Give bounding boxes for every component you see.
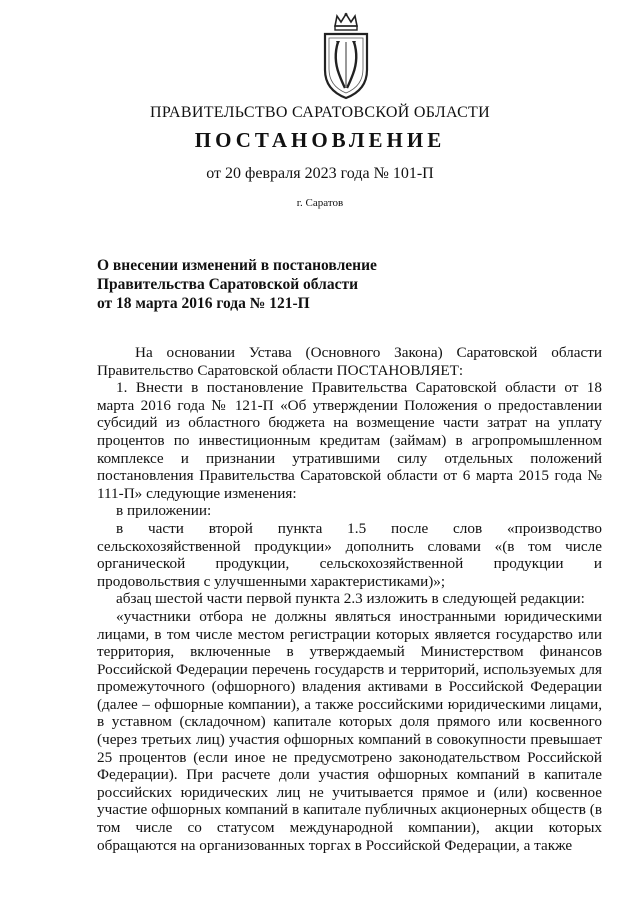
government-name: ПРАВИТЕЛЬСТВО САРАТОВСКОЙ ОБЛАСТИ xyxy=(150,104,490,121)
document-city: г. Саратов xyxy=(296,197,344,209)
subject-line: О внесении изменений в постановление xyxy=(97,257,377,274)
document-body xyxy=(97,344,602,854)
subject-line: Правительства Саратовской области xyxy=(97,276,358,293)
paragraph-amendment-1-5: в части второй пункта 1.5 после слов «производство сельскохозяйственной продукции» дополнить словами «(в том числе органической продукции, сельскохозяйственной продукции и продовольствия с улучшенными характеристиками)»; xyxy=(97,519,602,590)
paragraph-preamble: На основании Устава (Основного Закона) Саратовской области Правительство Саратовской области ПОСТАНОВЛЯЕТ: xyxy=(97,344,602,379)
paragraph-item-1: 1. Внести в постановление Правительства Саратовской области от 18 марта 2016 года № 121-П «Об утверждении Положения о предоставлении субсидий из областного бюджета на возмещение части затрат на уплату процентов по инвестиционным кредитам (займам) в агропромышленном комплексе и признании утратившими силу отдельных положений постановления Правительства Саратовской области от 6 марта 2015 года № 111-П» следующие изменения: xyxy=(97,379,602,502)
paragraph-annex: в приложении: xyxy=(116,502,212,520)
subject-line: от 18 марта 2016 года № 121-П xyxy=(97,295,310,312)
coat-of-arms-icon xyxy=(321,12,371,100)
document-date-number: от 20 февраля 2023 года № 101-П xyxy=(206,165,434,182)
document-type: ПОСТАНОВЛЕНИЕ xyxy=(194,128,446,152)
document-subject xyxy=(97,256,517,313)
paragraph-quoted-text: «участники отбора не должны являться иностранными юридическими лицами, в том числе местом регистрации которых является государство или территория, включенные в утверждаемый Министерством финансов Российской Федерации перечень государств и территорий, используемых для промежуточного (офшорного) владения активами в Российской Федерации (далее – офшорные компании), а также российскими юридическими лицами, в уставном (складочном) капитале которых доля прямого или косвенного (через третьих лиц) участия офшорных компаний в совокупности превышает 25 процентов (если иное не предусмотрено законодательством Российской Федерации). При расчете доли участия офшорных компаний в капитале российских юридических лиц не учитывается прямое и (или) косвенное участие офшорных компаний в капитале публичных акционерных обществ (в том числе со статусом международной компании), акции которых обращаются на организованных торгах в Российской Федерации, а также xyxy=(97,607,602,854)
paragraph-amendment-2-3: абзац шестой части первой пункта 2.3 изложить в следующей редакции: xyxy=(116,590,585,608)
